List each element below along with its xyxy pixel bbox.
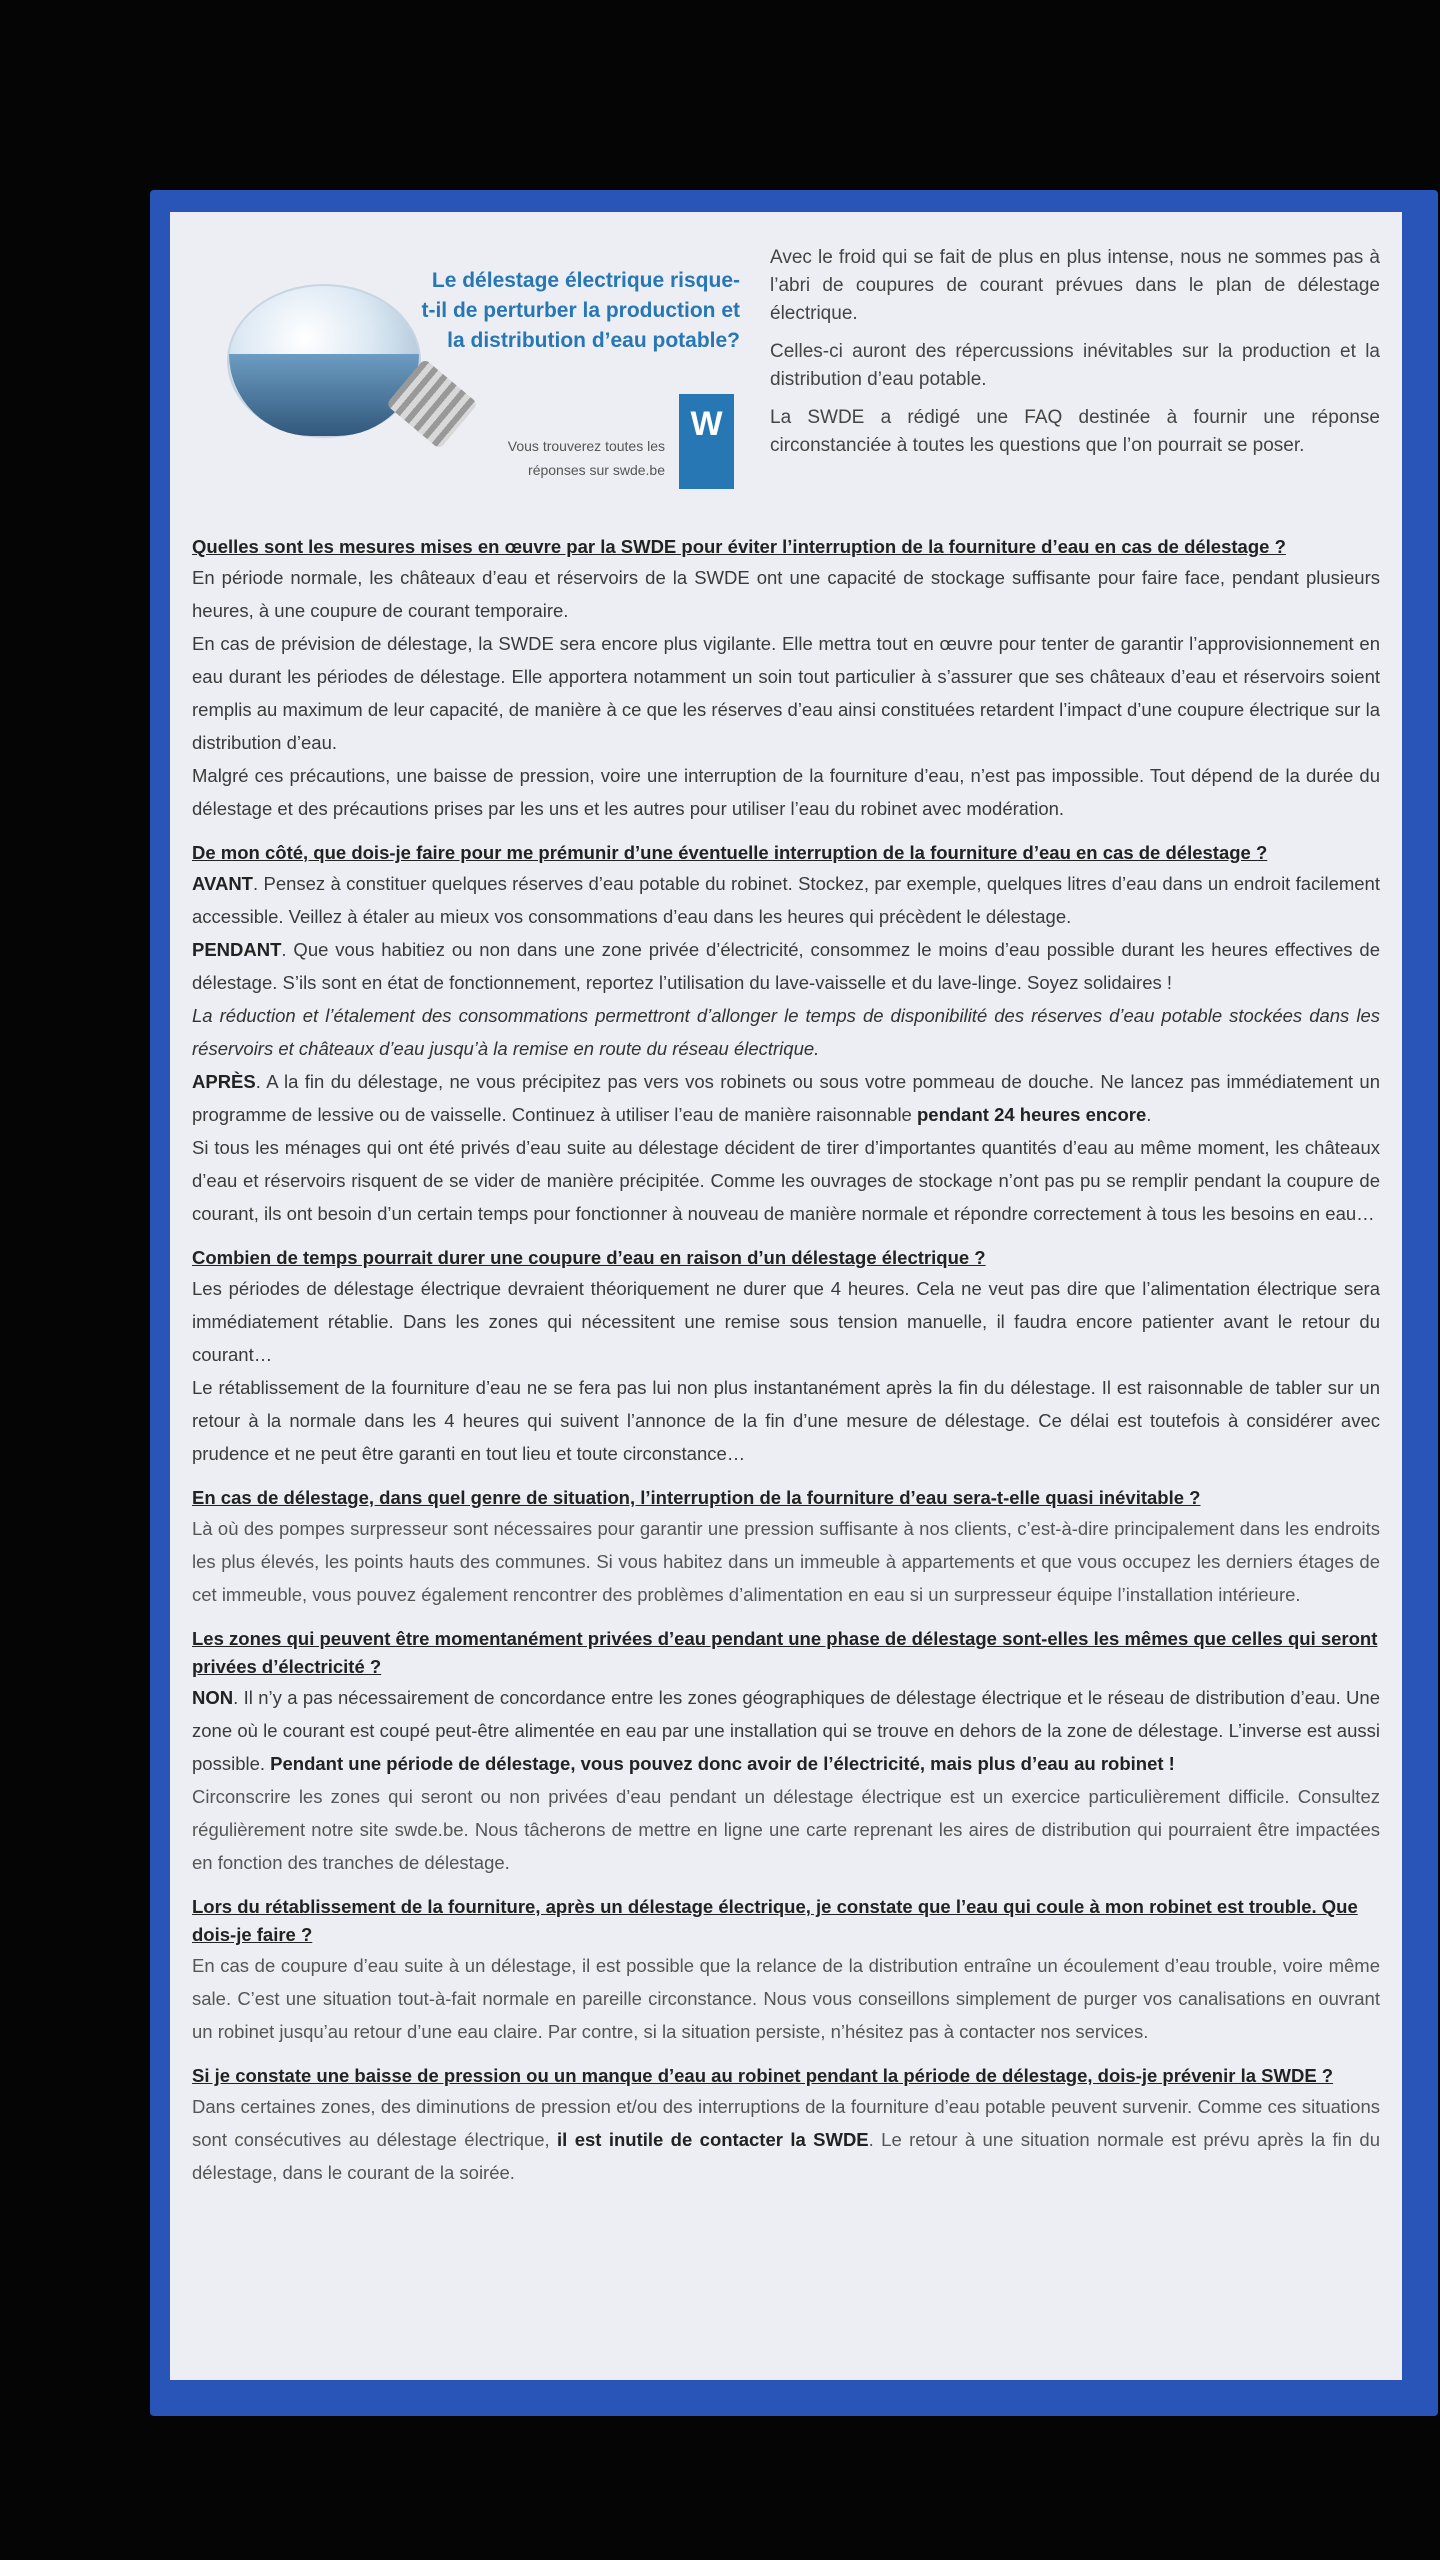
apres-end: . bbox=[1146, 1104, 1152, 1125]
faq-section-4 bbox=[192, 1484, 1380, 1611]
faq-answer-non bbox=[192, 1681, 1380, 1780]
faq-section-6 bbox=[192, 1893, 1380, 2048]
faq-section-3 bbox=[192, 1244, 1380, 1470]
pendant-label: PENDANT bbox=[192, 939, 282, 960]
italic-note: La réduction et l’étalement des consommations permettront d’allonger le temps de disponibilité des réserves d’eau potable stockées dans les réservoirs et châteaux d’eau jusqu’à la remise en route du réseau électrique. bbox=[192, 1005, 1380, 1059]
faq-answer-avant bbox=[192, 867, 1380, 933]
avant-label: AVANT bbox=[192, 873, 253, 894]
faq-question: Combien de temps pourrait durer une coupure d’eau en raison d’un délestage électrique ? bbox=[192, 1247, 986, 1268]
non-label: NON bbox=[192, 1687, 234, 1708]
faq-answer-apres bbox=[192, 1065, 1380, 1131]
faq-section-1 bbox=[192, 533, 1380, 825]
poster-page bbox=[170, 212, 1402, 2380]
faq-answer: Les périodes de délestage électrique devraient théoriquement ne durer que 4 heures. Cela ne veut pas dire que l’alimentation électrique sera immédiatement rétablie. Dans les zones qui nécessitent une remise sous tension manuelle, il faudra encore patienter avant le retour du courant… bbox=[192, 1278, 1380, 1365]
faq-answer: Circonscrire les zones qui seront ou non privées d’eau pendant un délestage électrique est un exercice particulièrement difficile. Consultez régulièrement notre site swde.be. Nous tâcherons de mettre en ligne une carte reprenant les aires de distribution qui pourraient être impactées en fonction des tranches de délestage. bbox=[192, 1786, 1380, 1873]
non-text: . Il n’y a pas nécessairement de concordance entre les zones géographiques de délestage électrique et le réseau de distribution d’eau. Une zone où le courant est coupé peut-être alimentée en eau par une installation qui se trouve en dehors de la zone de délestage. L’inverse est aussi possible. bbox=[192, 1687, 1380, 1774]
q7-text: Dans certaines zones, des diminutions de pression et/ou des interruptions de la fourniture d’eau potable peuvent survenir. Comme ces situations sont consécutives au délestage électrique, bbox=[192, 2096, 1380, 2150]
intro-paragraph: La SWDE a rédigé une FAQ destinée à fournir une réponse circonstanciée à toutes les questions que l’on pourrait se poser. bbox=[770, 407, 1380, 456]
faq-section-2 bbox=[192, 839, 1380, 1230]
header bbox=[192, 244, 1380, 519]
q7-bold: il est inutile de contacter la SWDE bbox=[557, 2129, 869, 2150]
faq-answer-pendant bbox=[192, 933, 1380, 999]
faq-question: Quelles sont les mesures mises en œuvre par la SWDE pour éviter l’interruption de la fourniture d’eau en cas de délestage ? bbox=[192, 536, 1286, 557]
faq-answer: Là où des pompes surpresseur sont nécessaires pour garantir une pression suffisante à nos clients, c’est-à-dire principalement dans les endroits les plus élevés, les points hauts des communes. Si vous habitez dans un immeuble à appartements et que vous occupez les derniers étages de cet immeuble, vous pouvez également rencontrer des problèmes d’alimentation en eau si un surpresseur équipe l’installation intérieure. bbox=[192, 1518, 1380, 1605]
promo-title: Le délestage électrique risque-t-il de perturber la production et la distribution d’eau potable? bbox=[421, 269, 740, 352]
faq-answer: En cas de prévision de délestage, la SWDE sera encore plus vigilante. Elle mettra tout en œuvre pour tenter de garantir l’approvisionnement en eau durant les périodes de délestage. Elle apportera notamment un soin tout particulier à s’assurer que ses châteaux d’eau et réservoirs soient remplis au maximum de leur capacité, de manière à ce que les réserves d’eau ainsi constituées retardent l’impact d’une coupure électrique sur la distribution d’eau. bbox=[192, 633, 1380, 753]
faq-section-5 bbox=[192, 1625, 1380, 1879]
faq-answer: Si tous les ménages qui ont été privés d’eau suite au délestage décident de tirer d’importantes quantités d’eau au même moment, les châteaux d’eau et réservoirs risquent de se vider de manière précipitée. Comme les ouvrages de stockage n’ont pas pu se remplir pendant la coupure de courant, ils ont besoin d’un certain temps pour fonctionner à nouveau de manière normale et répondre correctement à tous les besoins en eau… bbox=[192, 1137, 1380, 1224]
faq-question: En cas de délestage, dans quel genre de situation, l’interruption de la fourniture d’eau sera-t-elle quasi inévitable ? bbox=[192, 1487, 1201, 1508]
pendant-text: . Que vous habitiez ou non dans une zone privée d’électricité, consommez le moins d’eau possible durant les heures effectives de délestage. S’ils sont en état de fonctionnement, reportez l’utilisation du lave-vaisselle et du lave-linge. Soyez solidaires ! bbox=[192, 939, 1380, 993]
apres-bold: pendant 24 heures encore bbox=[916, 1104, 1147, 1125]
faq-answer bbox=[192, 2090, 1380, 2189]
q7-end: . Le retour à une situation normale est prévu après la fin du délestage, dans le courant de la soirée. bbox=[192, 2129, 1381, 2183]
faq-answer: En cas de coupure d’eau suite à un délestage, il est possible que la relance de la distribution entraîne un écoulement d’eau trouble, voire même sale. C’est une situation tout-à-fait normale en pareille circonstance. Nous vous conseillons simplement de purger vos canalisations en ouvrant un robinet jusqu’au retour d’une eau claire. Par contre, si la situation persiste, n’hésitez pas à contacter nos services. bbox=[192, 1955, 1380, 2042]
avant-text: . Pensez à constituer quelques réserves d’eau potable du robinet. Stockez, par exemple, quelques litres d’eau dans un endroit facilement accessible. Veillez à étaler au mieux vos consommations d’eau dans les heures qui précèdent le délestage. bbox=[192, 873, 1380, 927]
promo-block bbox=[192, 244, 740, 519]
faq-section-7 bbox=[192, 2062, 1380, 2189]
faq-answer-italic bbox=[192, 999, 1380, 1065]
intro-text bbox=[770, 244, 1380, 519]
faq-answer: En période normale, les châteaux d’eau et réservoirs de la SWDE ont une capacité de stockage suffisante pour faire face, pendant plusieurs heures, à une coupure de courant temporaire. bbox=[192, 567, 1380, 621]
faq-question: Lors du rétablissement de la fourniture, après un délestage électrique, je constate que l’eau qui coule à mon robinet est trouble. Que dois-je faire ? bbox=[192, 1896, 1358, 1945]
promo-subtitle: Vous trouverez toutes les réponses sur swde.be bbox=[507, 438, 665, 478]
faq-answer: Malgré ces précautions, une baisse de pression, voire une interruption de la fourniture d’eau, n’est pas impossible. Tout dépend de la durée du délestage et des précautions prises par les uns et les autres pour utiliser l’eau du robinet avec modération. bbox=[192, 765, 1380, 819]
intro-paragraph: Avec le froid qui se fait de plus en plus intense, nous ne sommes pas à l’abri de coupures de courant prévues dans le plan de délestage électrique. bbox=[770, 247, 1380, 324]
non-bold: Pendant une période de délestage, vous pouvez donc avoir de l’électricité, mais plus d’eau au robinet ! bbox=[270, 1753, 1175, 1774]
faq-question: De mon côté, que dois-je faire pour me prémunir d’une éventuelle interruption de la fourniture d’eau en cas de délestage ? bbox=[192, 842, 1268, 863]
faq-question: Les zones qui peuvent être momentanément privées d’eau pendant une phase de délestage sont-elles les mêmes que celles qui seront privées d’électricité ? bbox=[192, 1628, 1378, 1677]
faq-question: Si je constate une baisse de pression ou un manque d’eau au robinet pendant la période de délestage, dois-je prévenir la SWDE ? bbox=[192, 2065, 1334, 2086]
faq-answer: Le rétablissement de la fourniture d’eau ne se fera pas lui non plus instantanément après la fin du délestage. Il est raisonnable de tabler sur un retour à la normale dans les 4 heures qui suivent l’annonce de la fin d’une mesure de délestage. Ce délai est toutefois à considérer avec prudence et ne peut être garanti en tout lieu et toute circonstance… bbox=[192, 1377, 1380, 1464]
apres-label: APRÈS bbox=[192, 1071, 256, 1092]
light-bulb-icon bbox=[227, 284, 421, 438]
swde-logo: W bbox=[679, 394, 734, 489]
apres-text: . A la fin du délestage, ne vous précipitez pas vers vos robinets ou sous votre pommeau de douche. Ne lancez pas immédiatement un programme de lessive ou de vaisselle. Continuez à utiliser l’eau de manière raisonnable bbox=[192, 1071, 1380, 1125]
intro-paragraph: Celles-ci auront des répercussions inévitables sur la production et la distribution d’eau potable. bbox=[770, 341, 1380, 390]
